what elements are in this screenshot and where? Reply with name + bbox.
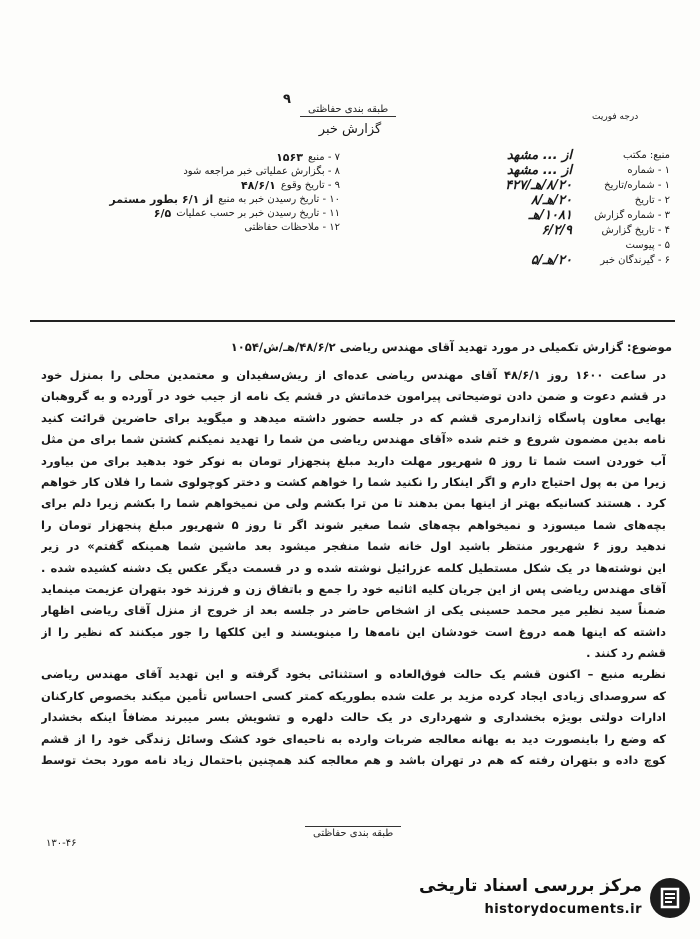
separator-line <box>30 320 675 322</box>
field-value: ۲۰/هـ/۸ <box>530 193 572 208</box>
reference-code: ۱۳۰-۴۶ <box>46 838 77 849</box>
field-row <box>410 223 670 238</box>
field-row <box>40 164 340 178</box>
field-row <box>40 150 340 164</box>
field-label: ۵ - پیوست <box>625 240 670 251</box>
document-title: گزارش خبر <box>318 122 382 137</box>
field-label: ۱ - شماره <box>627 165 670 176</box>
classification-bottom: طبقه بندی حفاظتی <box>305 826 401 839</box>
body-line: که سروصدای زیادی ایجاد کرده مزید بر علت شده بطوریکه کمتر کسی احساس تأمین میکند بخصوص کارکنان <box>41 688 666 703</box>
field-row <box>410 193 670 208</box>
field-label: ۱۰ - تاریخ رسیدن خبر به منبع <box>218 193 340 205</box>
field-row <box>410 238 670 253</box>
urgency-label: درجه فوریت <box>592 112 639 122</box>
field-row <box>40 192 340 206</box>
body-line: نامه بدین مضمون شروع و ختم شده «آقای مهندس ریاضی من شما را تهدید نمیکنم کشتن شما برای من مثل <box>41 432 666 447</box>
field-value: ۴۸/۶/۱ <box>240 178 276 192</box>
report-body <box>41 365 666 771</box>
fields-right <box>410 148 670 268</box>
field-row <box>410 163 670 178</box>
field-label: ۸ - بگزارش عملیاتی خبر مراجعه شود <box>183 165 340 177</box>
body-line: ضمناً سید نظیر میر محمد حسینی یکی از اشخاص حاضر در جلسه بعد از خروج از منزل آقای ریاضی اظهار <box>41 603 666 618</box>
field-label: ۶ - گیرندگان خبر <box>600 255 670 266</box>
field-row <box>410 253 670 268</box>
body-line: نظریه منبع – اکنون قشم یک حالت فوق‌العاده و استثنائی بخود گرفته و این تهدید آقای مهندس ریاضی <box>41 667 666 682</box>
field-row <box>410 148 670 163</box>
field-label: ۳ - شماره گزارش <box>594 210 670 221</box>
body-line: این نوشته‌ها در یک شکل مستطیل کلمه عزرائیل نوشته شده و در قسمت دیگر عکس یک دشنه کشیده شده . <box>41 560 666 575</box>
body-line: در قشم دعوت و ضمن دادن توضیحاتی پیرامون خدماتش در قشم یک نامه از جیب خود در آورده و به گروهبان <box>41 389 666 404</box>
field-label: ۱۲ - ملاحظات حفاظتی <box>244 221 340 233</box>
field-label: ۴ - تاریخ گزارش <box>601 225 670 236</box>
body-line: ادارات دولتی بویژه بخشداری و شهرداری در یک حالت دلهره و تشویش بسر میبرند مضافاً اینکه بخشدار <box>41 710 666 725</box>
field-value: ۶/۵ <box>153 206 172 220</box>
field-value: ۲۰/هـ/۵ <box>530 253 572 268</box>
watermark-footer <box>406 870 696 932</box>
body-line: کوچ داده و بتهران رفته که هم در تهران باشد و هم معالجه کند همچنین باحتمال زیاد نامه مورد بحث توسط <box>41 753 666 768</box>
field-label: منبع: مکتب <box>623 150 670 161</box>
fields-left <box>40 150 340 234</box>
field-row <box>40 206 340 220</box>
field-row <box>40 220 340 234</box>
body-line: آقای مهندس ریاضی پس از این جریان کلیه اثاثیه خود را جمع و باتفاق زن و فرزند خود بتهران عزیمت مینماید <box>41 581 666 596</box>
org-url: historydocuments.ir <box>484 902 642 917</box>
body-line: کرد . هستند کسانیکه بهتر از اینها بمن بدهند تا من ترا بکشم ولی من نمیخواهم شما را بکشم زیرا دلم برای <box>41 496 666 511</box>
field-value: از ... مشهد <box>506 148 572 163</box>
org-name: مرکز بررسی اسناد تاریخی <box>419 876 642 896</box>
body-line: بهایی معاون پاسگاه ژاندارمری قشم که در جلسه حضور داشته میدهد و میگوید برای حاضرین قرائت کنید <box>41 410 666 425</box>
field-label: ۷ - منبع <box>307 151 340 163</box>
field-row <box>410 208 670 223</box>
body-line: ندهید روز ۶ شهریور منتظر باشید اول خانه شما منفجر میشود بعد ماشین شما همینکه گفتم» در زیر <box>41 539 666 554</box>
body-line: داشته که اینها همه دروغ است خودشان این نامه‌ها را مینویسند و این کلکها را جور میکنند که نظیر را از <box>41 624 666 639</box>
field-label: ۱۱ - تاریخ رسیدن خبر بر حسب عملیات <box>176 207 340 219</box>
body-line: بچه‌های شما میسوزد و نمیخواهم بچه‌های شما صغیر شوند اگر تا روز ۵ شهریور مبلغ پنجهزار تومان را <box>41 517 666 532</box>
field-row <box>410 178 670 193</box>
field-value: از ... مشهد <box>506 163 572 178</box>
body-line: که وضع را باینصورت دید به بهانه معالجه ضربات وارده به ناحیه‌ای خود کشک وسائل زندگی خود را از قشم <box>41 731 666 746</box>
field-label: ۹ - تاریخ وقوع <box>280 179 340 191</box>
top-mark: ۹ <box>283 92 291 107</box>
subject-line: موضوع: گزارش تکمیلی در مورد تهدید آقای مهندس ریاضی ۴۸/۶/۲/هـ/ش/۱۰۵۴ <box>230 340 672 354</box>
body-line: آب خوردن است شما تا روز ۵ شهریور مهلت دارید مبلغ پنجهزار تومان به نوکر خود بدهید برای من بیاورد <box>41 453 666 468</box>
field-value: ۱۰۸۱/هـ <box>528 208 572 223</box>
field-row <box>40 178 340 192</box>
field-value: ۱۵۶۳ <box>276 150 303 164</box>
archive-logo-icon <box>648 876 692 920</box>
field-value: ۶/۲/۹ <box>541 223 572 238</box>
body-line: زیرا من به پول احتیاج دارم و اگر اینکار را نکنید شما را خواهم کشت و دختر کوچولوی شما را فلان کار خواهم <box>41 474 666 489</box>
body-line: قشم رد کنند . <box>586 646 666 661</box>
field-label: ۲ - تاریخ <box>634 195 670 206</box>
classification-top: طبقه بندی حفاظتی <box>300 104 396 117</box>
field-value: ۸/۲۰/هـ/۴۲۷ <box>505 178 572 193</box>
field-value: از ۶/۱ بطور مستمر <box>109 192 214 206</box>
field-label: ۱ - شماره/تاریخ <box>604 180 670 191</box>
body-line: در ساعت ۱۶۰۰ روز ۴۸/۶/۱ آقای مهندس ریاضی عده‌ای از ریش‌سفیدان و معتمدین محلی را بمنزل خود <box>41 368 666 382</box>
